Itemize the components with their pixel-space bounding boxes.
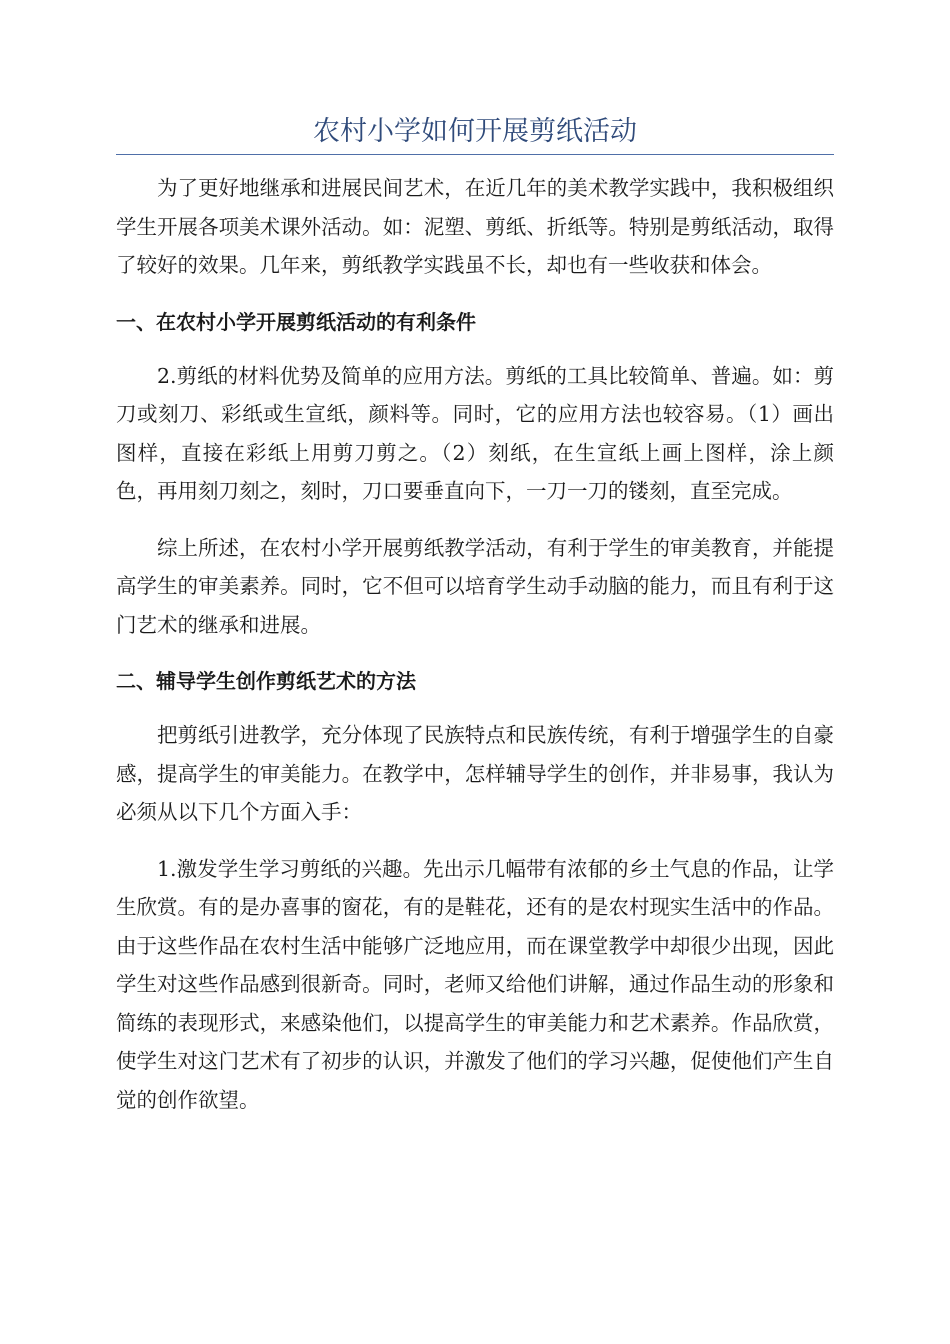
intro-paragraph: 为了更好地继承和进展民间艺术，在近几年的美术教学实践中，我积极组织学生开展各项美术课外活动。如：泥塑、剪纸、折纸等。特别是剪纸活动，取得了较好的效果。几年来，剪纸教学实践虽不长，却也有一些收获和体会。 bbox=[116, 176, 834, 277]
document-title: 农村小学如何开展剪纸活动 bbox=[313, 116, 637, 147]
section-2-paragraph-1: 把剪纸引进教学，充分体现了民族特点和民族传统，有利于增强学生的自豪感，提高学生的审美能力。在教学中，怎样辅导学生的创作，并非易事，我认为必须从以下几个方面入手： bbox=[116, 723, 834, 824]
section-2-heading: 二、辅导学生创作剪纸艺术的方法 bbox=[116, 669, 416, 693]
section-1-paragraph-2: 综上所述，在农村小学开展剪纸教学活动，有利于学生的审美教育，并能提高学生的审美素养。同时，它不但可以培育学生动手动脑的能力，而且有利于这门艺术的继承和进展。 bbox=[116, 535, 834, 637]
section-1-paragraph-1: 2.剪纸的材料优势及简单的应用方法。剪纸的工具比较简单、普遍。如：剪刀或刻刀、彩纸或生宣纸，颜料等。同时，它的应用方法也较容易。（1）画出图样，直接在彩纸上用剪刀剪之。（2）刻纸，在生宣纸上画上图样，涂上颜色，再用刻刀刻之，刻时，刀口要垂直向下，一刀一刀的镂刻，直至完成。 bbox=[116, 363, 834, 503]
document-page bbox=[116, 110, 834, 1137]
section-2-paragraph-2: 1.激发学生学习剪纸的兴趣。先出示几幅带有浓郁的乡土气息的作品，让学生欣赏。有的是办喜事的窗花，有的是鞋花，还有的是农村现实生活中的作品。由于这些作品在农村生活中能够广泛地应用，而在课堂教学中却很少出现，因此学生对这些作品感到很新奇。同时，老师又给他们讲解，通过作品生动的形象和简练的表现形式，来感染他们，以提高学生的审美能力和艺术素养。作品欣赏，使学生对这门艺术有了初步的认识，并激发了他们的学习兴趣，促使他们产生自觉的创作欲望。 bbox=[116, 856, 834, 1112]
section-1-heading: 一、在农村小学开展剪纸活动的有利条件 bbox=[116, 309, 476, 334]
title-underline bbox=[116, 154, 834, 155]
